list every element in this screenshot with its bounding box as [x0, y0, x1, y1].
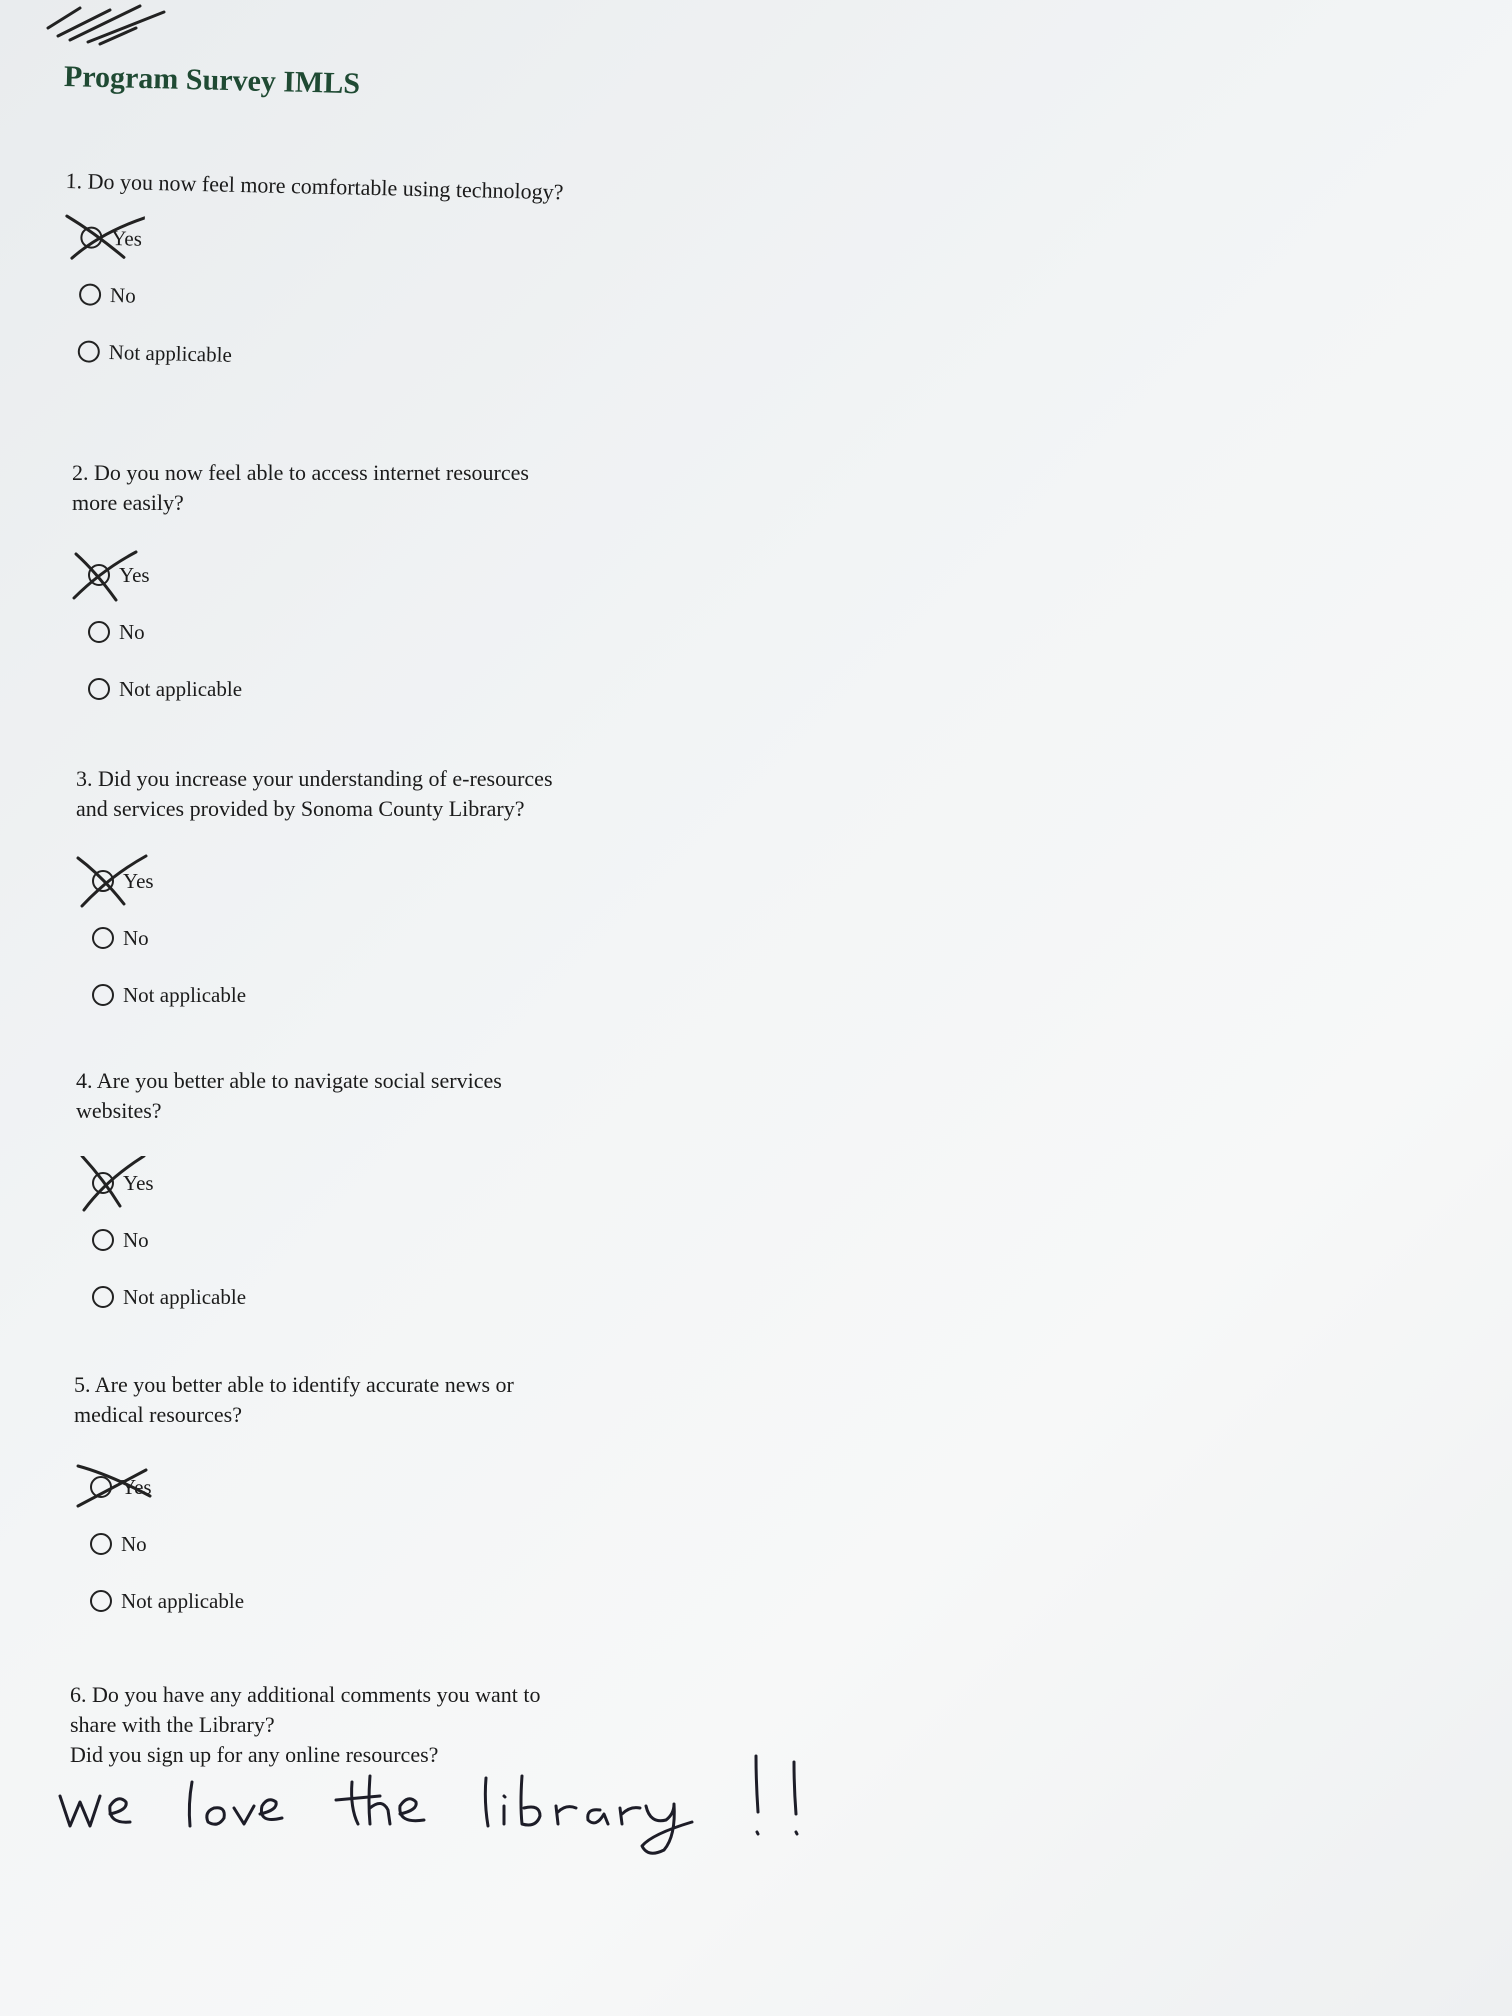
- question-4: [76, 1066, 502, 1325]
- question-1: [61, 166, 564, 390]
- option-label: Not applicable: [121, 1588, 245, 1613]
- option-label: No: [119, 619, 145, 644]
- option-no[interactable]: [72, 603, 529, 660]
- option-not-applicable[interactable]: [76, 966, 553, 1023]
- option-label: Not applicable: [108, 339, 233, 367]
- radio-button[interactable]: [78, 340, 100, 362]
- option-yes[interactable]: [76, 852, 553, 909]
- option-label: No: [123, 925, 149, 950]
- question-2: [72, 458, 529, 717]
- option-not-applicable[interactable]: [76, 1268, 502, 1325]
- question-6-text: 6. Do you have any additional comments you want to share with the Library? Did you sign up for any online resources?: [70, 1682, 541, 1767]
- radio-button[interactable]: [92, 1286, 114, 1308]
- question-1-text: 1. Do you now feel more comfortable using technology?: [65, 167, 564, 205]
- option-label: Yes: [111, 225, 143, 251]
- radio-button[interactable]: [92, 984, 114, 1006]
- radio-button[interactable]: [92, 1229, 114, 1251]
- option-yes[interactable]: [72, 546, 529, 603]
- radio-button[interactable]: [90, 1590, 112, 1612]
- question-3-text: 3. Did you increase your understanding of e-resources and services provided by Sonoma County Library?: [76, 766, 553, 821]
- x-check-icon: [76, 854, 156, 910]
- option-no[interactable]: [74, 1515, 514, 1572]
- option-yes[interactable]: [76, 1154, 502, 1211]
- question-5-options: [74, 1458, 514, 1629]
- question-5-text: 5. Are you better able to identify accurate news or medical resources?: [74, 1372, 514, 1427]
- option-not-applicable[interactable]: [61, 322, 560, 390]
- question-2-text: 2. Do you now feel able to access internet resources more easily?: [72, 460, 529, 515]
- option-label: Not applicable: [123, 1284, 247, 1309]
- x-check-icon: [76, 1156, 156, 1212]
- radio-button[interactable]: [88, 621, 110, 643]
- handwritten-comment: [52, 1752, 832, 1872]
- option-not-applicable[interactable]: [74, 1572, 514, 1629]
- scribble-mark: [40, 0, 180, 48]
- option-no[interactable]: [76, 1211, 502, 1268]
- option-label: No: [109, 282, 137, 308]
- option-label: Not applicable: [119, 676, 243, 701]
- option-label: Yes: [123, 1170, 154, 1195]
- option-label: Yes: [121, 1474, 152, 1499]
- radio-button[interactable]: [90, 1533, 112, 1555]
- option-label: No: [123, 1227, 149, 1252]
- question-5: [74, 1370, 514, 1629]
- question-1-options: [61, 208, 563, 390]
- radio-button[interactable]: [88, 678, 110, 700]
- option-label: Yes: [123, 868, 154, 893]
- option-label: Yes: [119, 562, 150, 587]
- radio-button[interactable]: [92, 927, 114, 949]
- option-yes[interactable]: [74, 1458, 514, 1515]
- option-label: Not applicable: [123, 982, 247, 1007]
- question-3-options: [76, 852, 553, 1023]
- radio-button[interactable]: [79, 283, 101, 305]
- x-check-icon: [74, 1460, 154, 1516]
- option-label: No: [121, 1531, 147, 1556]
- x-check-icon: [72, 548, 152, 604]
- question-4-text: 4. Are you better able to navigate social services websites?: [76, 1068, 502, 1123]
- question-3: [76, 764, 553, 1023]
- option-no[interactable]: [76, 909, 553, 966]
- question-2-options: [72, 546, 529, 717]
- question-4-options: [76, 1154, 502, 1325]
- page-title: Program Survey IMLS: [63, 60, 361, 101]
- option-not-applicable[interactable]: [72, 660, 529, 717]
- x-check-icon: [64, 210, 145, 268]
